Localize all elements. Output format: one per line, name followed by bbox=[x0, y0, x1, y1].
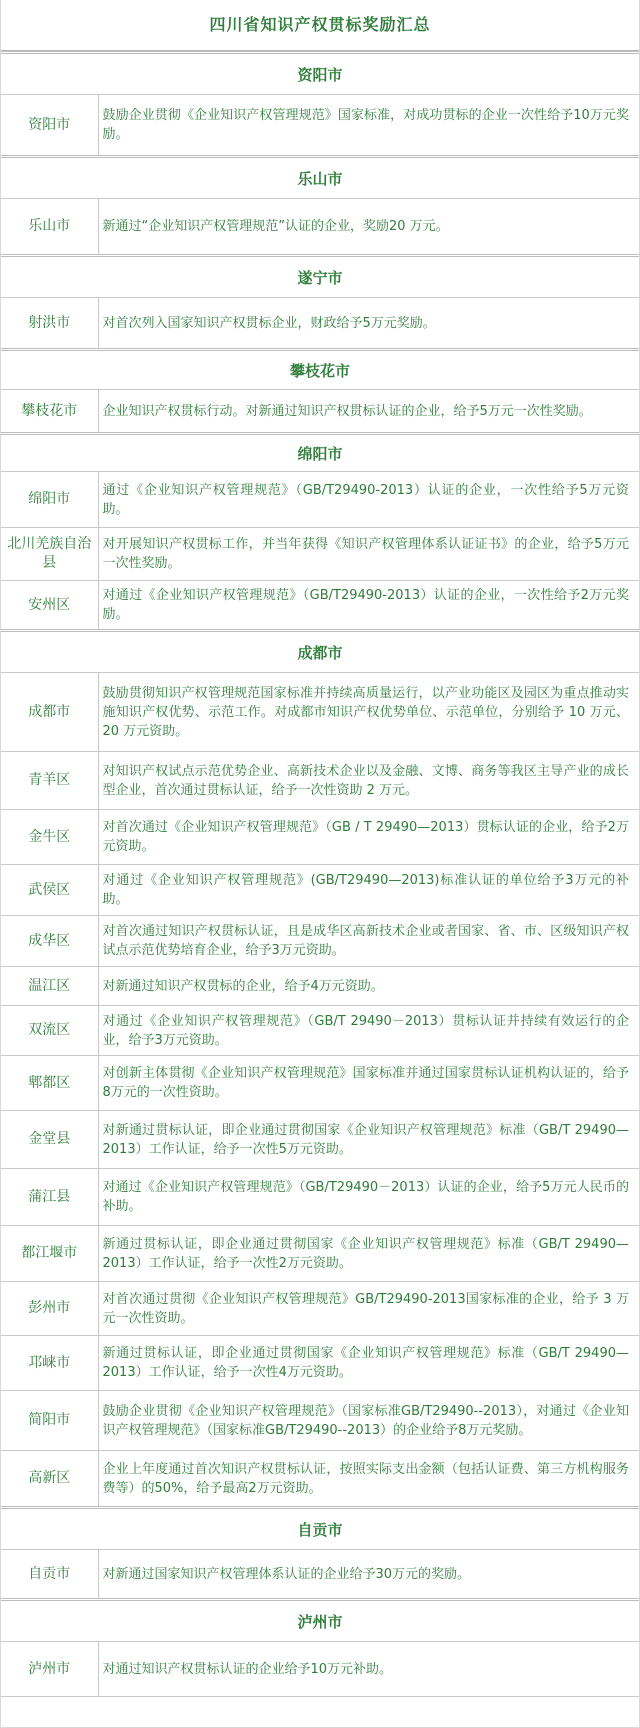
region-header-label: 自贡市 bbox=[1, 1508, 639, 1550]
policy-cell: 对新通过贯标认证，即企业通过贯彻国家《企业知识产权管理规范》标准（GB/T 29490—2013）工作认证，给予一次性5万元资助。 bbox=[98, 1111, 639, 1169]
policy-cell: 对知识产权试点示范优势企业、高新技术企业以及金融、文博、商务等我区主导产业的成长型企业，首次通过贯标认证，给予一次性资助 2 万元。 bbox=[98, 752, 639, 810]
city-cell: 射洪市 bbox=[1, 298, 98, 350]
policy-cell: 通过《企业知识产权管理规范》（GB/T29490-2013）认证的企业，一次性给予5万元资助。 bbox=[98, 472, 639, 528]
policy-cell: 对首次通过《企业知识产权管理规范》（GB / T 29490—2013）贯标认证的企业，给予2万元资助。 bbox=[98, 810, 639, 865]
table-row bbox=[1, 752, 639, 810]
reward-table bbox=[1, 51, 639, 1697]
city-cell: 乐山市 bbox=[1, 199, 98, 256]
table-row bbox=[1, 472, 639, 528]
city-cell: 温江区 bbox=[1, 967, 98, 1006]
city-cell: 都江堰市 bbox=[1, 1226, 98, 1282]
policy-cell: 对通过知识产权贯标认证的企业给予10万元补助。 bbox=[98, 1642, 639, 1697]
region-header-label: 泸州市 bbox=[1, 1600, 639, 1642]
policy-cell: 鼓励企业贯彻《企业知识产权管理规范》国家标准，对成功贯标的企业一次性给予10万元奖励。 bbox=[98, 95, 639, 157]
policy-cell: 对通过《企业知识产权管理规范》（GB/T29490-2013）认证的企业，一次性给予2万元奖励。 bbox=[98, 581, 639, 631]
policy-cell: 对开展知识产权贯标工作，并当年获得《知识产权管理体系认证证书》的企业，给予5万元一次性奖励。 bbox=[98, 528, 639, 581]
table-row bbox=[1, 916, 639, 967]
region-header bbox=[1, 434, 639, 472]
region-header-label: 绵阳市 bbox=[1, 434, 639, 472]
city-cell: 高新区 bbox=[1, 1451, 98, 1508]
policy-cell: 对通过《企业知识产权管理规范》（GB/T29490－2013）认证的企业，给予5万元人民币的补助。 bbox=[98, 1169, 639, 1226]
table-row bbox=[1, 810, 639, 865]
table-row bbox=[1, 1451, 639, 1508]
table-row bbox=[1, 1006, 639, 1056]
city-cell: 简阳市 bbox=[1, 1391, 98, 1451]
region-header-label: 资阳市 bbox=[1, 53, 639, 95]
city-cell: 青羊区 bbox=[1, 752, 98, 810]
table-row bbox=[1, 1282, 639, 1336]
region-header bbox=[1, 631, 639, 673]
region-header-label: 成都市 bbox=[1, 631, 639, 673]
region-header bbox=[1, 350, 639, 390]
table-row bbox=[1, 1111, 639, 1169]
city-cell: 武侯区 bbox=[1, 865, 98, 916]
city-cell: 彭州市 bbox=[1, 1282, 98, 1336]
city-cell: 北川羌族自治县 bbox=[1, 528, 98, 581]
policy-cell: 企业知识产权贯标行动。对新通过知识产权贯标认证的企业，给予5万元一次性奖励。 bbox=[98, 390, 639, 434]
table-row bbox=[1, 1226, 639, 1282]
policy-cell: 鼓励企业贯彻《企业知识产权管理规范》（国家标准GB/T29490--2013），对通过《企业知识产权管理规范》（国家标准GB/T29490--2013）的企业给予8万元奖励。 bbox=[98, 1391, 639, 1451]
table-row bbox=[1, 1169, 639, 1226]
region-header bbox=[1, 256, 639, 298]
table-row bbox=[1, 967, 639, 1006]
policy-cell: 新通过“企业知识产权管理规范”认证的企业，奖励20 万元。 bbox=[98, 199, 639, 256]
policy-cell: 对首次通过贯彻《企业知识产权管理规范》GB/T29490-2013国家标准的企业，给予 3 万元一次性资助。 bbox=[98, 1282, 639, 1336]
city-cell: 金堂县 bbox=[1, 1111, 98, 1169]
city-cell: 成华区 bbox=[1, 916, 98, 967]
region-header-label: 攀枝花市 bbox=[1, 350, 639, 390]
city-cell: 自贡市 bbox=[1, 1550, 98, 1600]
page-title: 四川省知识产权贯标奖励汇总 bbox=[1, 0, 639, 51]
region-header bbox=[1, 53, 639, 95]
policy-cell: 企业上年度通过首次知识产权贯标认证，按照实际支出金额（包括认证费、第三方机构服务费等）的50%，给予最高2万元资助。 bbox=[98, 1451, 639, 1508]
table-row bbox=[1, 1550, 639, 1600]
city-cell: 资阳市 bbox=[1, 95, 98, 157]
city-cell: 攀枝花市 bbox=[1, 390, 98, 434]
region-header bbox=[1, 157, 639, 199]
region-header-label: 遂宁市 bbox=[1, 256, 639, 298]
policy-cell: 鼓励贯彻知识产权管理规范国家标准并持续高质量运行，以产业功能区及园区为重点推动实施知识产权优势、示范工作。对成都市知识产权优势单位、示范单位，分别给予 10 万元、20 万元资助。 bbox=[98, 673, 639, 752]
policy-cell: 对首次列入国家知识产权贯标企业，财政给予5万元奖励。 bbox=[98, 298, 639, 350]
table-row bbox=[1, 581, 639, 631]
city-cell: 郫都区 bbox=[1, 1056, 98, 1111]
city-cell: 邛崃市 bbox=[1, 1336, 98, 1391]
policy-cell: 对通过《企业知识产权管理规范》（GB/T 29490－2013）贯标认证并持续有效运行的企业，给予3万元资助。 bbox=[98, 1006, 639, 1056]
table-row bbox=[1, 298, 639, 350]
table-row bbox=[1, 528, 639, 581]
policy-cell: 对新通过知识产权贯标的企业，给予4万元资助。 bbox=[98, 967, 639, 1006]
city-cell: 蒲江县 bbox=[1, 1169, 98, 1226]
policy-cell: 对通过《企业知识产权管理规范》(GB/T29490—2013)标准认证的单位给予3万元的补助。 bbox=[98, 865, 639, 916]
table-row bbox=[1, 673, 639, 752]
region-header-label: 乐山市 bbox=[1, 157, 639, 199]
table-row bbox=[1, 1642, 639, 1697]
city-cell: 安州区 bbox=[1, 581, 98, 631]
city-cell: 双流区 bbox=[1, 1006, 98, 1056]
policy-cell: 对新通过国家知识产权管理体系认证的企业给予30万元的奖励。 bbox=[98, 1550, 639, 1600]
region-header bbox=[1, 1508, 639, 1550]
policy-cell: 新通过贯标认证，即企业通过贯彻国家《企业知识产权管理规范》标准（GB/T 29490—2013）工作认证，给予一次性4万元资助。 bbox=[98, 1336, 639, 1391]
table-row bbox=[1, 390, 639, 434]
table-row bbox=[1, 1336, 639, 1391]
city-cell: 成都市 bbox=[1, 673, 98, 752]
table-row bbox=[1, 1391, 639, 1451]
table-row bbox=[1, 95, 639, 157]
table-row bbox=[1, 865, 639, 916]
table-row bbox=[1, 1056, 639, 1111]
city-cell: 金牛区 bbox=[1, 810, 98, 865]
region-header bbox=[1, 1600, 639, 1642]
policy-cell: 新通过贯标认证，即企业通过贯彻国家《企业知识产权管理规范》标准（GB/T 29490—2013）工作认证，给予一次性2万元资助。 bbox=[98, 1226, 639, 1282]
policy-cell: 对创新主体贯彻《企业知识产权管理规范》国家标准并通过国家贯标认证机构认证的，给予8万元的一次性资助。 bbox=[98, 1056, 639, 1111]
city-cell: 泸州市 bbox=[1, 1642, 98, 1697]
policy-cell: 对首次通过知识产权贯标认证，且是成华区高新技术企业或者国家、省、市、区级知识产权试点示范优势培育企业，给予3万元资助。 bbox=[98, 916, 639, 967]
city-cell: 绵阳市 bbox=[1, 472, 98, 528]
table-row bbox=[1, 199, 639, 256]
